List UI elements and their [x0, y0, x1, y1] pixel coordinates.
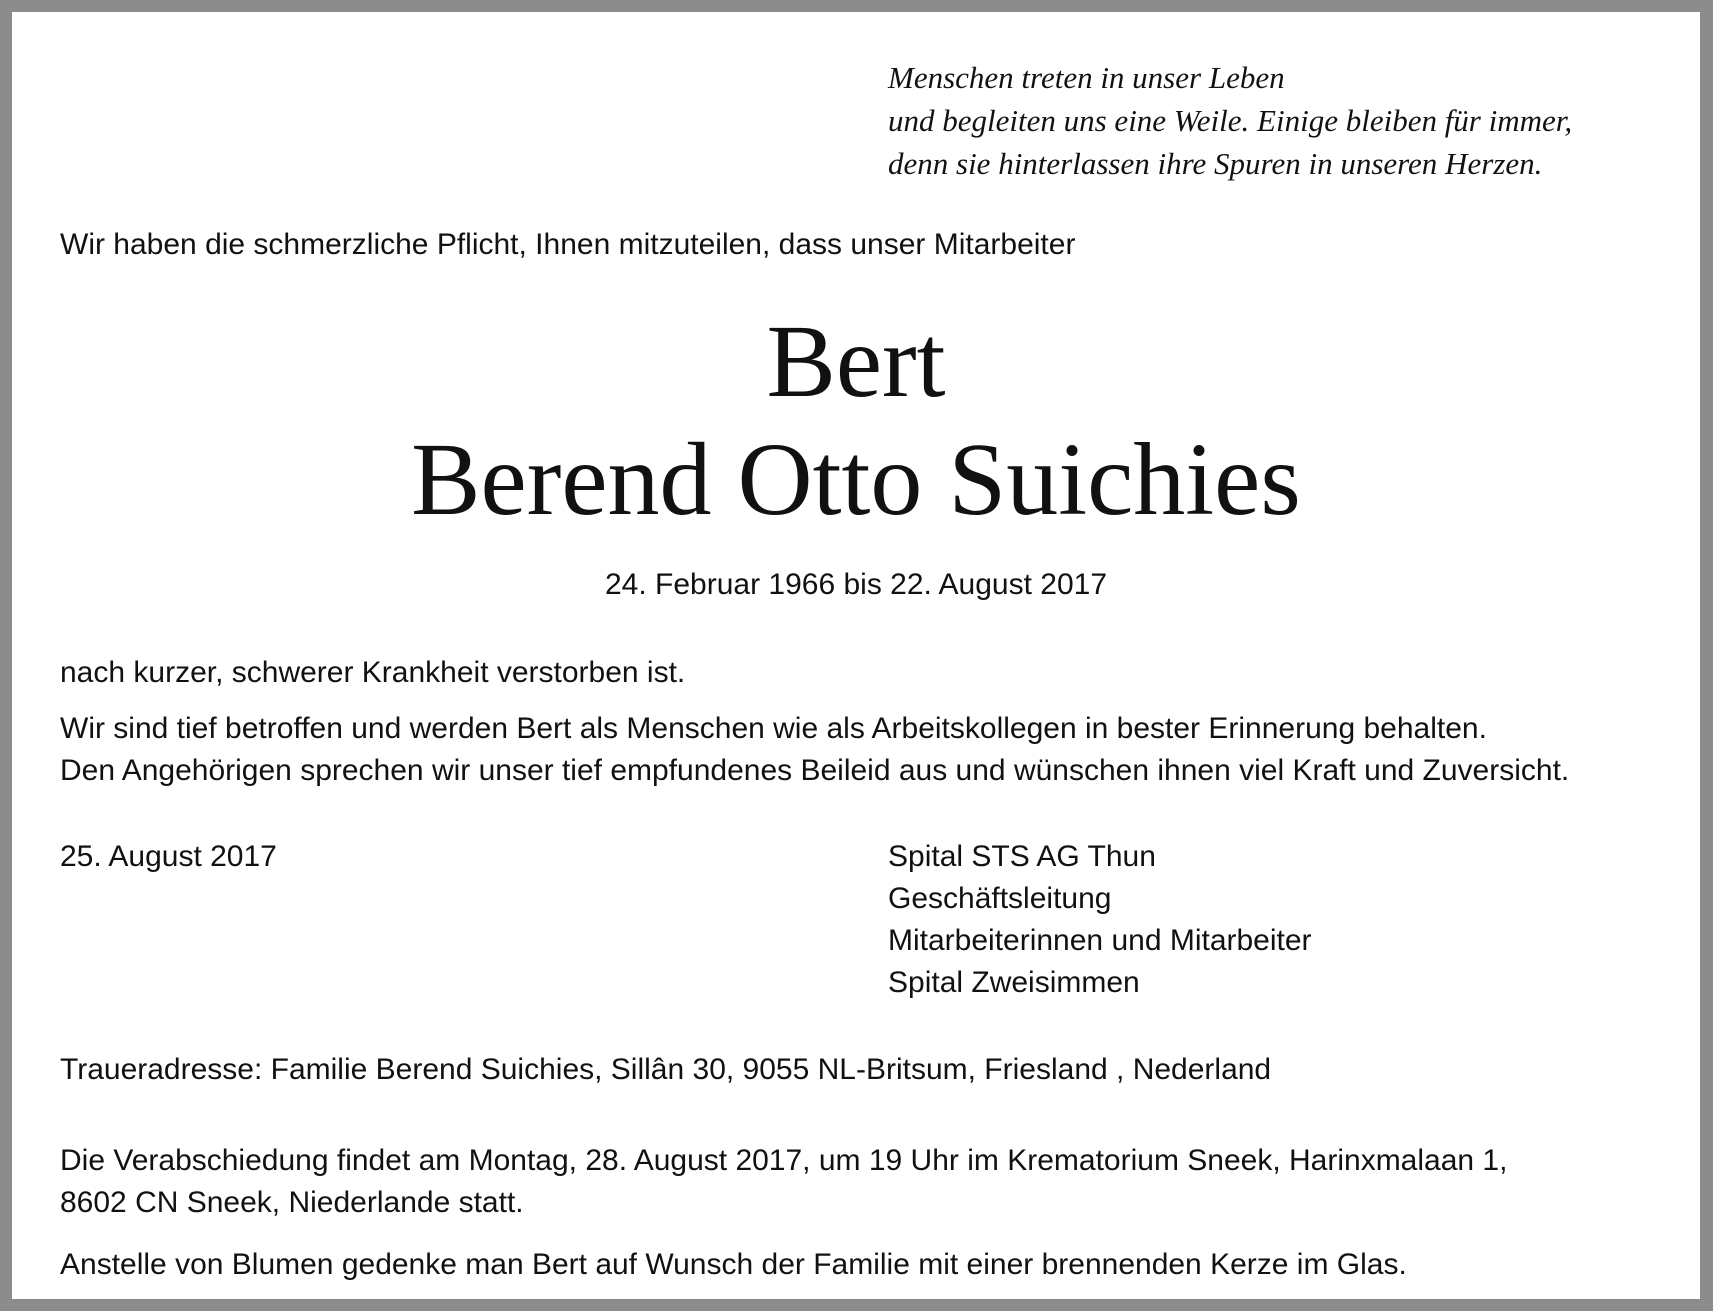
- mourning-address: Traueradresse: Familie Berend Suichies, Sillân 30, 9055 NL-Britsum, Friesland , Nederland: [60, 1053, 1272, 1086]
- obituary-notice: [12, 12, 1700, 1299]
- motto-quote: [888, 56, 1572, 185]
- condolence-line: Wir sind tief betroffen und werden Bert als Menschen wie als Arbeitskollegen in bester Erinnerung behalten.: [60, 712, 1487, 745]
- cause-text: nach kurzer, schwerer Krankheit verstorben ist.: [60, 656, 686, 689]
- notice-date: 25. August 2017: [60, 840, 277, 873]
- intro-text: Wir haben die schmerzliche Pflicht, Ihnen mitzuteilen, dass unser Mitarbeiter: [60, 228, 1076, 261]
- farewell-line: 8602 CN Sneek, Niederlande statt.: [60, 1186, 524, 1219]
- signatory-line: Mitarbeiterinnen und Mitarbeiter: [888, 924, 1312, 957]
- deceased-first-name: Bert: [766, 304, 946, 419]
- life-dates: 24. Februar 1966 bis 22. August 2017: [604, 568, 1108, 601]
- motto-line: denn sie hinterlassen ihre Spuren in unseren Herzen.: [888, 146, 1543, 181]
- motto-line: und begleiten uns eine Weile. Einige bleiben für immer,: [888, 103, 1573, 138]
- condolence-line: Den Angehörigen sprechen wir unser tief empfundenes Beileid aus und wünschen ihnen viel Kraft und Zuversicht.: [60, 754, 1570, 787]
- signatory-line: Geschäftsleitung: [888, 882, 1112, 915]
- motto-line: Menschen treten in unser Leben: [888, 60, 1285, 95]
- flowers-note: Anstelle von Blumen gedenke man Bert auf Wunsch der Familie mit einer brennenden Kerze im Glas.: [60, 1248, 1407, 1281]
- farewell-line: Die Verabschiedung findet am Montag, 28. August 2017, um 19 Uhr im Krematorium Sneek, Harinxmalaan 1,: [60, 1144, 1508, 1177]
- deceased-full-name: Berend Otto Suichies: [411, 422, 1301, 537]
- signatories: [888, 836, 1312, 1004]
- signatory-line: Spital Zweisimmen: [888, 966, 1140, 999]
- signatory-line: Spital STS AG Thun: [888, 840, 1156, 873]
